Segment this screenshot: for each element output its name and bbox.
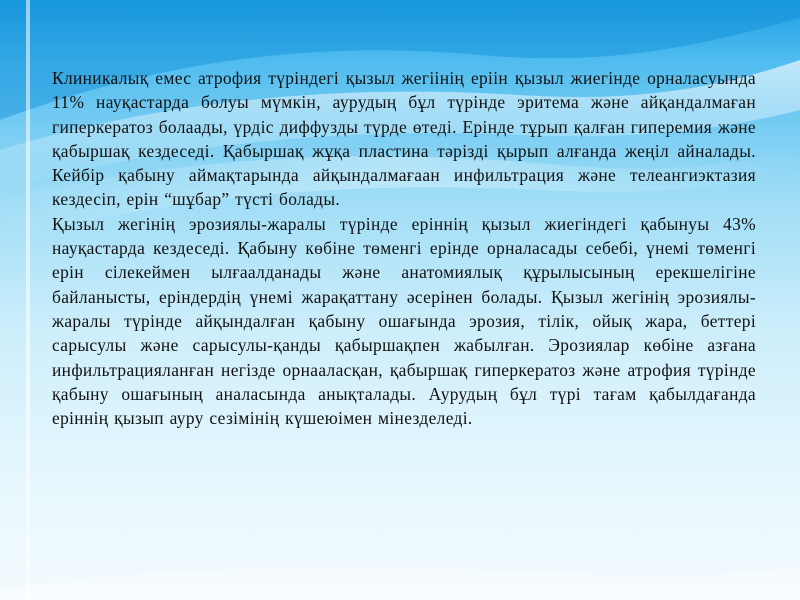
paragraph-atrophic-form: Клиникалық емес атрофия түріндегі қызыл жегіінің еріін қызыл жиегінде орналасуында 11% науқастарда болуы мүмкін, аурудың бұл түрінде эритема және айқандалмаған гиперкератоз болаады, үрдіс диффузды түрде өтеді. Ерінде тұрып қалған гиперемия және қабыршақ кездеседі. Қабыршақ жұқа пластина тәрізді қырып алғанда жеңіл айналады. Кейбір қабыну аймақтарында айқындалмағаан инфильтрация және телеангиэктазия кездесіп, ерін “шұбар” түсті болады. <box>52 68 756 210</box>
slide-body <box>52 66 756 430</box>
paragraph-erosive-ulcerative-form: Қызыл жегінің эрозиялы-жаралы түрінде еріннің қызыл жиегіндегі қабынуы 43% науқастарда кездеседі. Қабыну көбіне төменгі ерінде орналасады себебі, үнемі төменгі ерін сілекеймен ылғаалданады және анатомиялық құрылысының ерекшелігіне байланысты, еріндердің үнемі жарақаттану әсерінен болады. Қызыл жегінің эрозиялы-жаралы түрінде айқындалған қабыну ошағында эрозия, тілік, ойық жара, беттері сарысулы және сарысулы-қанды қабыршақпен жабылған. Эрозиялар көбіне азғана инфильтрацияланған негізде орнааласқан, қабыршақ гиперкератоз және атрофия түрінде қабыну ошағының аналасында анықталады. Аурудың бұл түрі тағам қабылдағанда еріннің қызып ауру сезімінің күшеюімен мінезделеді. <box>52 213 756 429</box>
left-frame-line <box>26 0 30 600</box>
